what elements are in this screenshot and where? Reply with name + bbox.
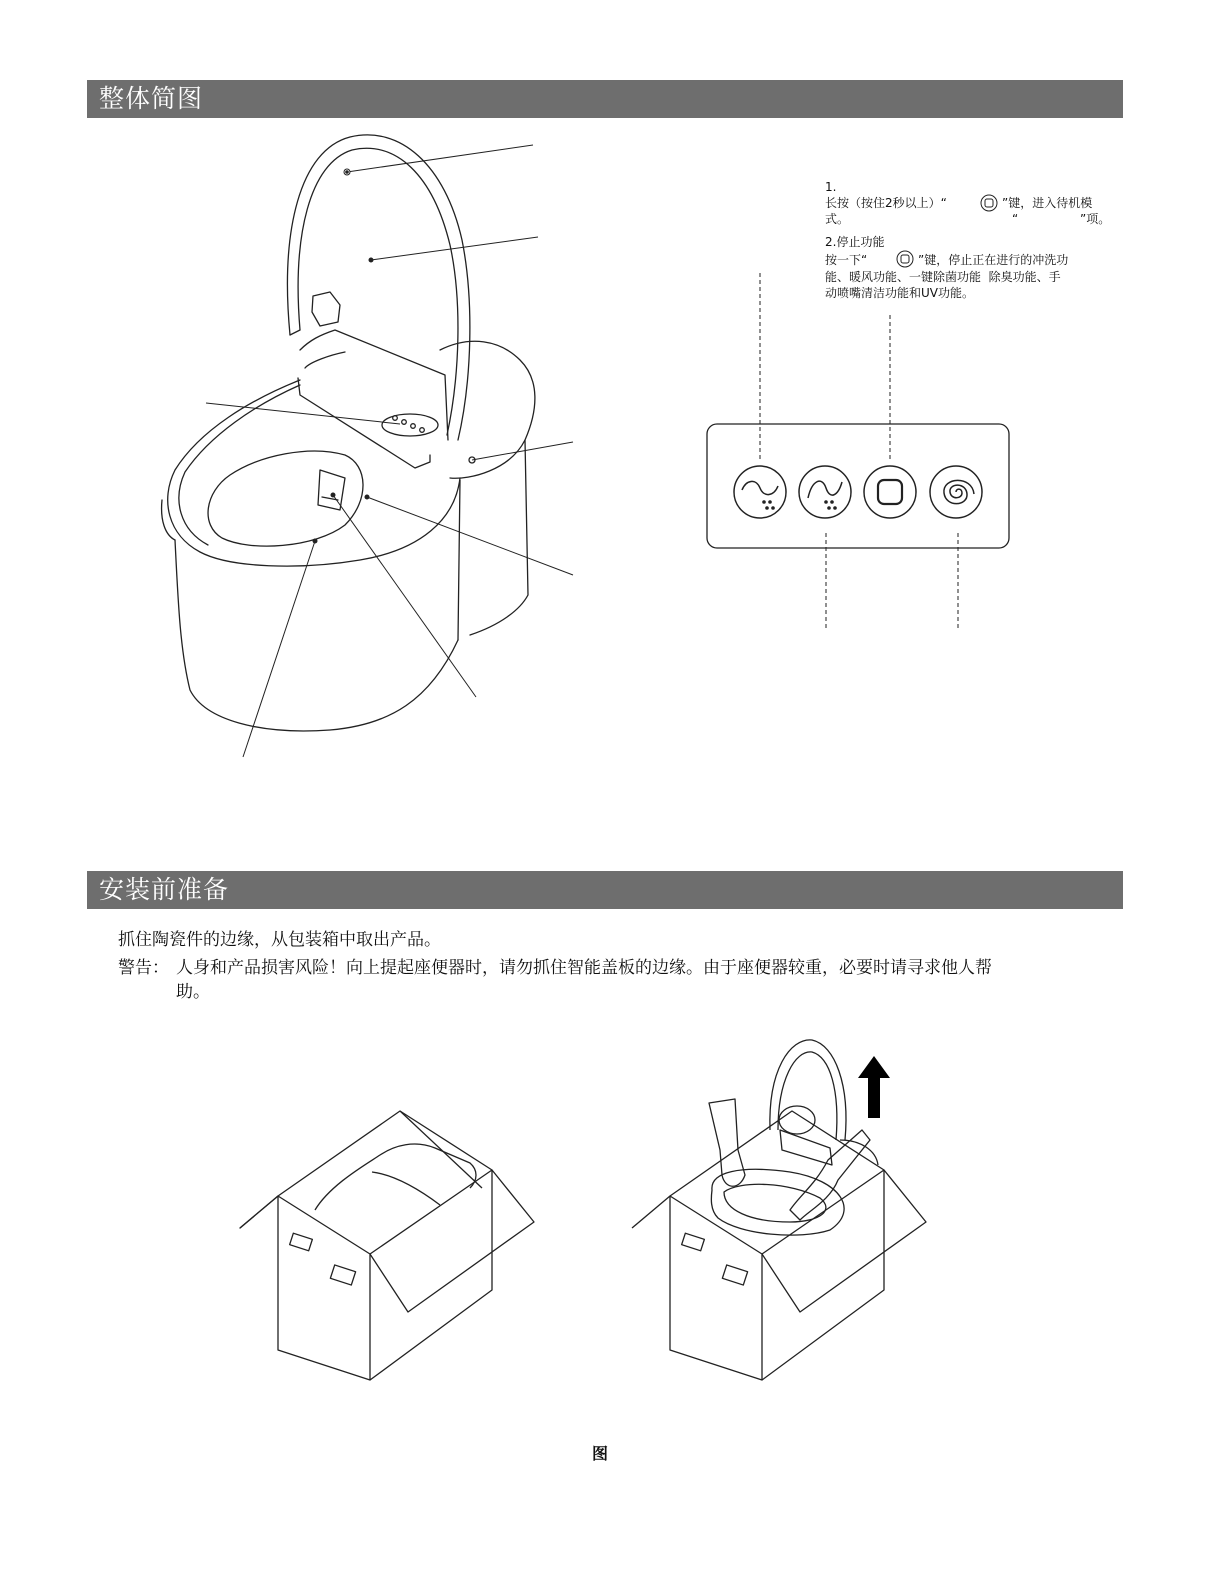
warning-cont: 助。: [176, 982, 210, 1002]
warning-text: 人身和产品损害风险！向上提起座便器时，请勿抓住智能盖板的边缘。由于座便器较重，必要时请寻求他人帮: [176, 958, 992, 978]
note-1-cont: 式。: [825, 212, 850, 226]
section-title: 整体简图: [99, 84, 204, 113]
control-panel: [707, 424, 1009, 548]
figure-caption: 图: [592, 1444, 609, 1463]
note-2-cont2: 动喷嘴清洁功能和UV功能。: [825, 286, 974, 300]
warning-label: 警告：: [118, 958, 169, 978]
note-1-number: 1.: [825, 180, 837, 194]
box-with-toilet-illustration: [240, 1111, 534, 1380]
lift-up-arrow-icon: [858, 1056, 890, 1118]
note-2-title: 2.停止功能: [825, 235, 885, 249]
front-wash-icon[interactable]: [799, 466, 851, 518]
rear-wash-icon[interactable]: [734, 466, 786, 518]
prep-instruction: 抓住陶瓷件的边缘，从包装箱中取出产品。: [118, 930, 441, 950]
lifting-toilet-illustration: [632, 1040, 926, 1380]
note-1-quote-b: ”项。: [1080, 212, 1111, 226]
note-1-text-b: ”键，进入待机模: [1002, 196, 1093, 210]
note-2-text: 按一下“: [825, 253, 868, 267]
note-2-cont1: 能、暖风功能、一键除菌功能 除臭功能、手: [825, 270, 1061, 284]
note-1-text: 长按（按住2秒以上）“: [825, 196, 947, 210]
stop-icon[interactable]: [864, 466, 916, 518]
note-1-quote-a: “: [1012, 212, 1019, 226]
section-title: 安装前准备: [99, 875, 230, 904]
deodorize-swirl-icon[interactable]: [930, 466, 982, 518]
note-2-text-b: ”键，停止正在进行的冲洗功: [918, 253, 1069, 267]
lid-outline: [288, 135, 470, 440]
